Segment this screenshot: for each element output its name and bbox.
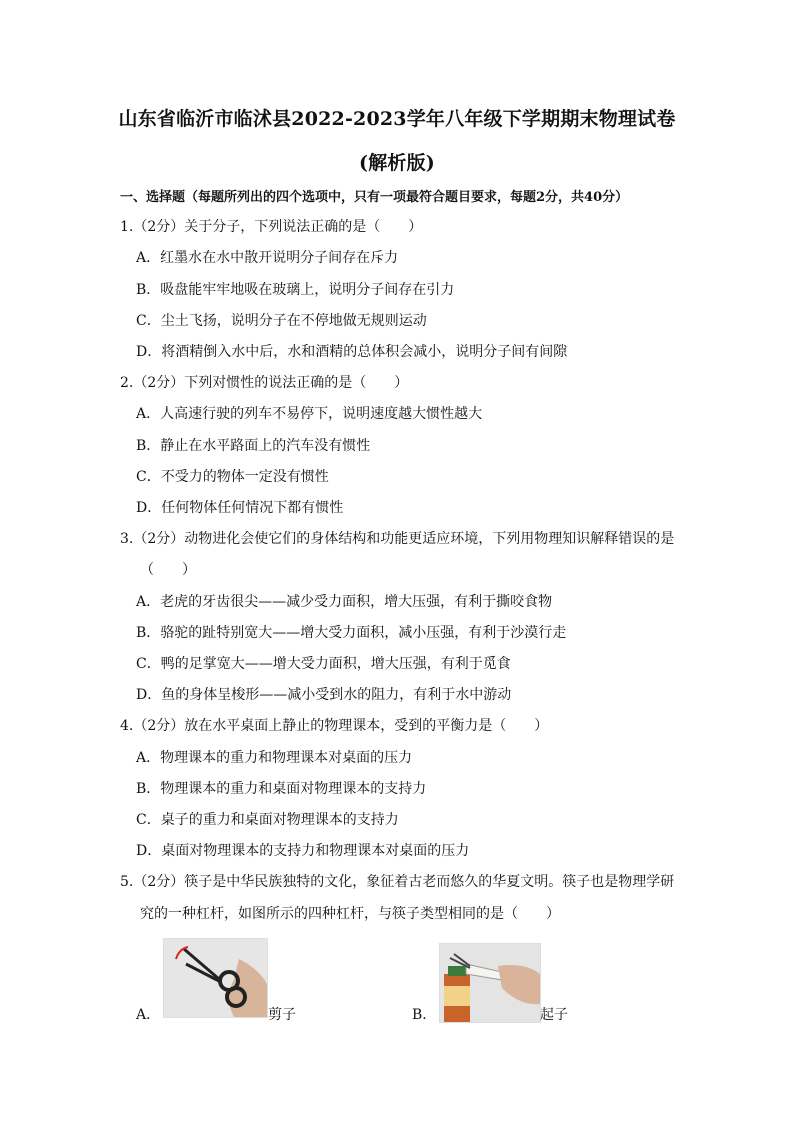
bottle-opener-image — [439, 943, 541, 1023]
page-subtitle: (解析版) — [359, 152, 435, 174]
question-5-stem: 5.（2分）筷子是中华民族独特的文化，象征着古老而悠久的华夏文明。筷子也是物理学研 — [120, 874, 675, 890]
question-1-option-c: C．尘土飞扬，说明分子在不停地做无规则运动 — [136, 313, 427, 329]
question-4-stem: 4.（2分）放在水平桌面上静止的物理课本，受到的平衡力是（ ） — [120, 718, 549, 734]
question-1-option-d: D．将酒精倒入水中后，水和酒精的总体积会减小，说明分子间有间隙 — [136, 344, 568, 360]
question-4-option-a: A．物理课本的重力和物理课本对桌面的压力 — [136, 750, 413, 766]
figure-a-letter: A． — [136, 1007, 161, 1023]
question-1-stem: 1.（2分）关于分子，下列说法正确的是（ ） — [120, 219, 423, 235]
figure-b-caption: 起子 — [540, 1007, 568, 1023]
question-1-option-a: A．红墨水在水中散开说明分子间存在斥力 — [136, 250, 399, 266]
question-4-option-d: D．桌面对物理课本的支持力和物理课本对桌面的压力 — [136, 843, 470, 859]
question-2-option-c: C．不受力的物体一定没有惯性 — [136, 469, 329, 485]
question-3-option-d: D．鱼的身体呈梭形——减小受到水的阻力，有利于水中游动 — [136, 687, 512, 703]
scissors-image — [163, 938, 268, 1018]
figure-b-letter: B． — [412, 1007, 437, 1023]
question-2-option-b: B．静止在水平路面上的汽车没有惯性 — [136, 438, 371, 454]
section-heading: 一、选择题（每题所列出的四个选项中，只有一项最符合题目要求，每题2分，共40分） — [120, 190, 629, 205]
question-4-option-b: B．物理课本的重力和桌面对物理课本的支持力 — [136, 781, 427, 797]
question-5-stem-continued: 究的一种杠杆，如图所示的四种杠杆，与筷子类型相同的是（ ） — [140, 906, 560, 922]
question-3-option-b: B．骆驼的趾特别宽大——增大受力面积，减小压强，有利于沙漠行走 — [136, 625, 567, 641]
question-3-option-a: A．老虎的牙齿很尖——减少受力面积，增大压强，有利于撕咬食物 — [136, 594, 553, 610]
question-4-option-c: C．桌子的重力和桌面对物理课本的支持力 — [136, 812, 399, 828]
bottle-opener-icon — [440, 944, 540, 1022]
question-3-stem-continued: （ ） — [140, 562, 196, 578]
question-3-option-c: C．鸭的足掌宽大——增大受力面积，增大压强，有利于觅食 — [136, 656, 511, 672]
question-2-stem: 2.（2分）下列对惯性的说法正确的是（ ） — [120, 375, 409, 391]
question-2-option-d: D．任何物体任何情况下都有惯性 — [136, 500, 344, 516]
figure-a-caption: 剪子 — [268, 1007, 296, 1023]
scissors-icon — [164, 939, 267, 1017]
question-2-option-a: A．人高速行驶的列车不易停下，说明速度越大惯性越大 — [136, 406, 483, 422]
page-title: 山东省临沂市临沭县2022-2023学年八年级下学期期末物理试卷 — [118, 108, 676, 130]
question-1-option-b: B．吸盘能牢牢地吸在玻璃上，说明分子间存在引力 — [136, 282, 455, 298]
question-3-stem: 3.（2分）动物进化会使它们的身体结构和功能更适应环境，下列用物理知识解释错误的是 — [120, 531, 675, 547]
